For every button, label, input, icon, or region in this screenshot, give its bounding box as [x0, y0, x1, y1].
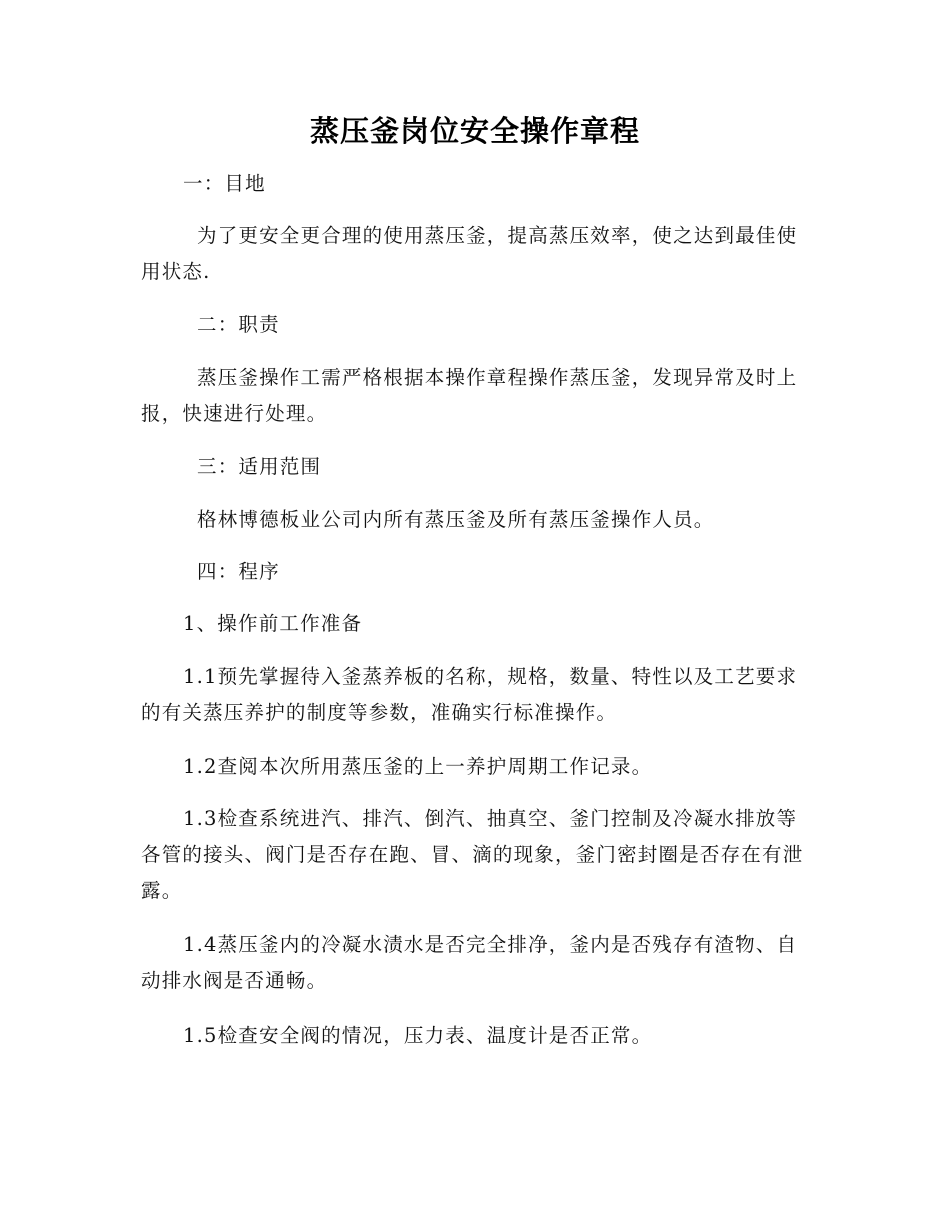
- procedure-step-1-5: 1.5检查安全阀的情况，压力表、温度计是否正常。: [183, 1024, 653, 1047]
- paragraph-scope: 格林博德板业公司内所有蒸压釜及所有蒸压釜操作人员。: [197, 508, 715, 531]
- section-heading-duties: 二：职责: [197, 313, 280, 336]
- procedure-step-1: 1、操作前工作准备: [183, 612, 363, 635]
- paragraph-duties: 蒸压釜操作工需严格根据本操作章程操作蒸压釜，发现异常及时上报，快速进行处理。: [141, 366, 798, 425]
- section-heading-purpose: 一：目地: [183, 172, 266, 195]
- document-title: 蒸压釜岗位安全操作章程: [309, 114, 640, 148]
- procedure-step-1-4: 1.4蒸压釜内的冷凝水渍水是否完全排净，釜内是否残存有渣物、自动排水阀是否通畅。: [141, 933, 798, 992]
- section-heading-scope: 三：适用范围: [197, 455, 322, 478]
- procedure-step-1-3: 1.3检查系统进汽、排汽、倒汽、抽真空、釜门控制及冷凝水排放等各管的接头、阀门是否存在跑、冒、滴的现象，釜门密封圈是否存在有泄露。: [141, 807, 804, 902]
- procedure-step-1-1: 1.1预先掌握待入釜蒸养板的名称，规格，数量、特性以及工艺要求的有关蒸压养护的制度等参数，准确实行标准操作。: [141, 665, 798, 724]
- paragraph-purpose: 为了更安全更合理的使用蒸压釜，提高蒸压效率，使之达到最佳使用状态.: [141, 224, 798, 283]
- procedure-step-1-2: 1.2查阅本次所用蒸压釜的上一养护周期工作记录。: [183, 755, 653, 778]
- section-heading-procedure: 四：程序: [197, 560, 280, 583]
